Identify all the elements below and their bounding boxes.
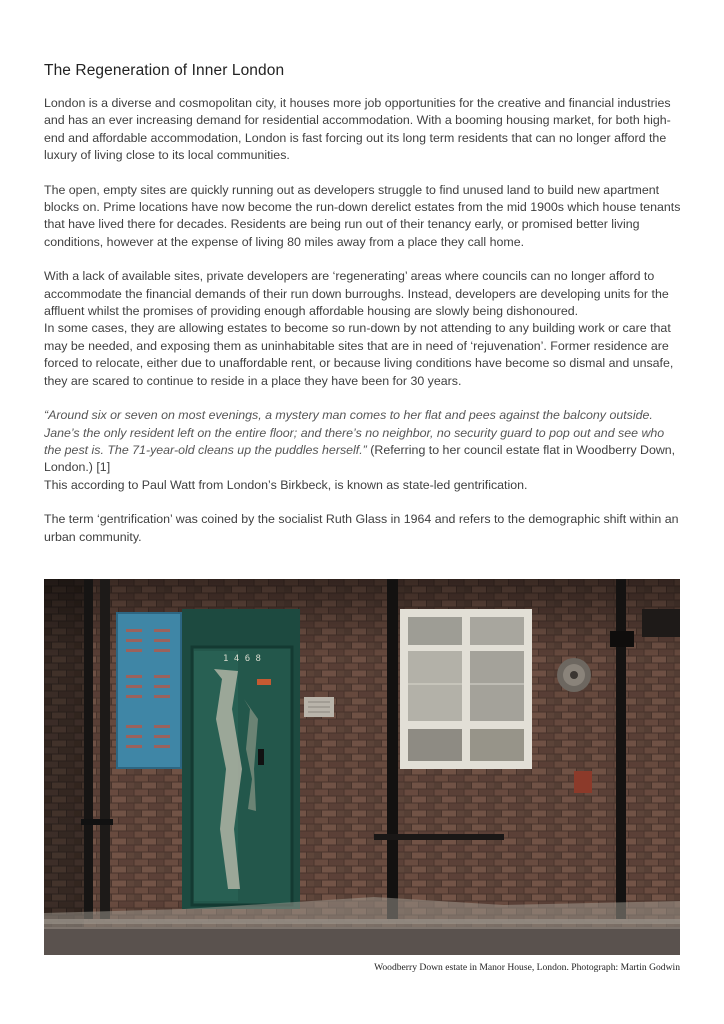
blue-panel [117,613,181,768]
paragraph-run-down: In some cases, they are allowing estates to become so run-down by not attending to any building work or care that may be needed, and exposing them as uninhabitable sites that are in need of ‘rejuvenation’. Former residence are forced to relocate, either due to unaffordable rent, or because living conditions have become so dismal and unsafe, they are scared to continue to reside in a place they have been for 30 years. [44,321,674,388]
paragraph-sites: The open, empty sites are quickly running out as developers struggle to find unused land to build new apartment blocks on. Prime locations have now become the run-down derelict estates from the mid 1900s which house tenants that have lived there for decades. Residents are being run out of their tenancy early, or promised better living conditions, however at the expense of living 80 miles away from a place they call home. [44,182,681,249]
article-title: The Regeneration of Inner London [44,62,285,79]
article [44,62,684,563]
paragraph-quote [44,407,684,477]
quote-text: “Around six or seven on most evenings, a mystery man comes to her flat and pees against the balcony outside. Jane’s the only resident left on the entire floor; and there’s no neighbor, no security guard to pop out and see who the pest is. The 71-year-old cleans up the puddles herself.” [44,408,665,457]
paragraph-gentrification: The term ‘gentrification’ was coined by the socialist Ruth Glass in 1964 and refers to the demographic shift within an urban community. [44,512,679,544]
paragraph-intro: London is a diverse and cosmopolitan city, it houses more job opportunities for the creative and financial industries and has an ever increasing demand for residential accommodation. With a booming housing market, for both high-end and affordable accommodation, London is fast forcing out its long term residents that can no longer afford the luxury of living close to its local communities. [44,96,671,163]
estate-photograph [44,579,680,955]
photo-caption: Woodberry Down estate in Manor House, London. Photograph: Martin Godwin [374,962,680,973]
paragraph-state-led: This according to Paul Watt from London’s Birkbeck, is known as state-led gentrification. [44,477,528,492]
quote-reference: (Referring to her council estate flat in Woodberry Down, London.) [1] [44,442,676,475]
door-number: 1 4 6 8 [223,654,261,664]
paragraph-developers: With a lack of available sites, private developers are ‘regenerating’ areas where councils can no longer afford to accommodate the financial demands of their run down burroughs. Instead, developers are developing units for the affluent whilst the promises of providing enough affordable housing are slowly being dishonoured. [44,269,669,319]
estate-photo-illustration [44,579,680,955]
